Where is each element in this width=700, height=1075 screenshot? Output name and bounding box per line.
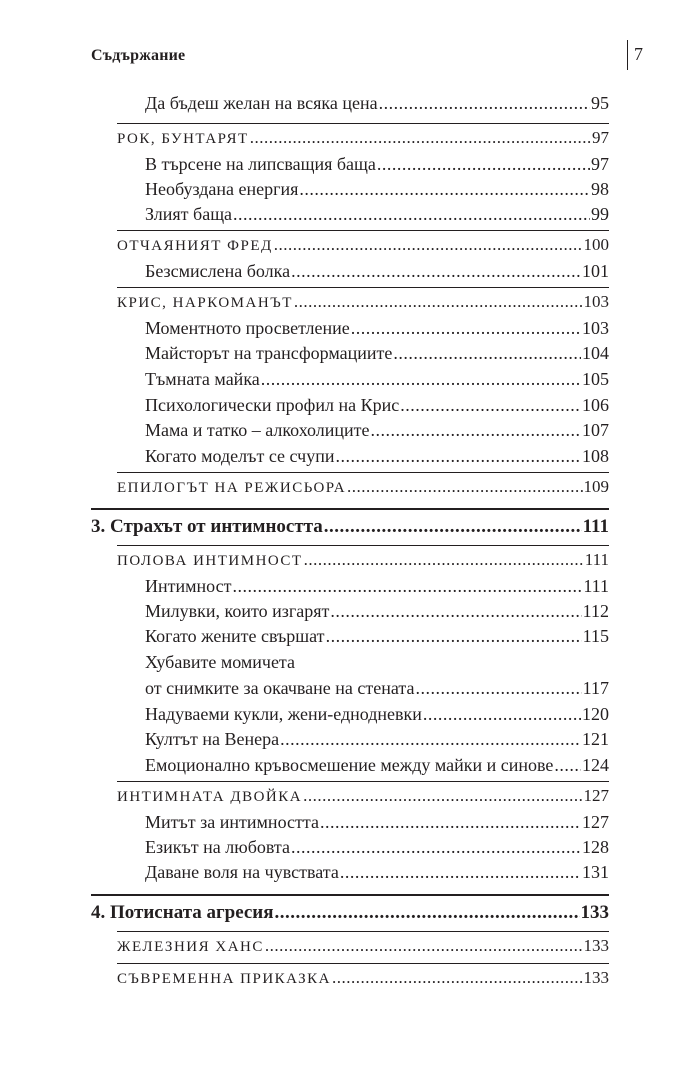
toc-entry-page: 97 — [592, 128, 609, 147]
dot-leader — [340, 862, 581, 883]
section-divider — [117, 123, 609, 124]
toc-entry — [145, 837, 609, 858]
toc-chapter — [91, 516, 609, 538]
toc-section — [117, 550, 609, 570]
dot-leader — [423, 704, 581, 725]
toc-chapter-title: 3. Страхът от интимността — [91, 516, 323, 537]
dot-leader — [371, 420, 581, 441]
toc-entry-title: Когато моделът се счупи — [145, 446, 335, 466]
toc-entry-page: 97 — [591, 154, 609, 174]
toc-entry — [145, 704, 609, 725]
toc-section — [117, 968, 609, 988]
dot-leader — [294, 292, 583, 312]
dot-leader — [261, 369, 581, 390]
dot-leader — [330, 601, 581, 622]
dot-leader — [280, 729, 581, 750]
dot-leader — [335, 446, 581, 467]
dot-leader — [274, 235, 583, 255]
toc-entry — [145, 204, 609, 225]
toc-entry-page: 99 — [591, 204, 609, 224]
toc-entry — [145, 812, 609, 833]
section-divider — [117, 230, 609, 231]
dot-leader — [400, 395, 581, 416]
toc-section-title: КРИС, НАРКОМАНЪТ — [117, 295, 293, 311]
section-divider — [117, 963, 609, 964]
toc-entry-page: 98 — [591, 179, 609, 199]
toc-entry-page: 104 — [582, 343, 609, 363]
section-divider — [117, 472, 609, 473]
dot-leader — [291, 261, 581, 282]
toc-entry — [145, 729, 609, 750]
dot-leader — [265, 936, 583, 956]
toc-entry-title: Надуваеми кукли, жени-еднодневки — [145, 704, 422, 724]
dot-leader — [304, 550, 584, 570]
toc-entry-page: 111 — [582, 516, 609, 537]
toc-entry — [145, 369, 609, 390]
toc-entry — [145, 343, 609, 364]
page-number: 7 — [634, 44, 643, 64]
toc-entry-title: Култът на Венера — [145, 729, 280, 749]
toc-entry-page: 101 — [582, 261, 609, 281]
dot-leader — [299, 179, 590, 200]
toc-entry-page: 111 — [583, 576, 609, 596]
toc-section — [117, 786, 609, 806]
toc-section-title: ПОЛОВА ИНТИМНОСТ — [117, 553, 303, 569]
toc-entry-title: Емоционално кръвосмешение между майки и синове — [145, 755, 554, 775]
toc-entry-page: 103 — [582, 318, 609, 338]
toc-entry-title: Езикът на любовта — [145, 837, 290, 857]
toc-entry-page: 112 — [582, 601, 609, 621]
toc-entry-title-line1: Хубавите момичета — [145, 652, 296, 672]
toc-entry-page: 120 — [582, 704, 609, 724]
toc-entry — [145, 154, 609, 175]
toc-entry-page: 131 — [582, 862, 609, 882]
toc-entry-page: 121 — [582, 729, 609, 749]
toc-section — [117, 477, 609, 497]
dot-leader — [233, 204, 590, 225]
toc-entry — [145, 446, 609, 467]
toc-section-title: ИНТИМНАТА ДВОЙКА — [117, 789, 303, 805]
dot-leader — [379, 93, 590, 114]
dot-leader — [326, 626, 582, 647]
toc-entry-page: 127 — [583, 786, 609, 805]
toc-entry-page: 106 — [582, 395, 609, 415]
dot-leader — [303, 786, 582, 806]
toc-entry — [145, 601, 609, 622]
toc-entry-title: Милувки, които изгарят — [145, 601, 330, 621]
toc-entry-page: 115 — [582, 626, 609, 646]
toc-entry — [145, 755, 609, 776]
toc-entry-title: Необуздана енергия — [145, 179, 299, 199]
toc-section-title: ЕПИЛОГЪТ НА РЕЖИСЬОРА — [117, 480, 347, 496]
toc-entry-page: 127 — [582, 812, 609, 832]
dot-leader — [393, 343, 581, 364]
toc-entry-title: Да бъдеш желан на всяка цена — [145, 93, 378, 113]
toc-section — [117, 128, 609, 148]
section-divider — [117, 545, 609, 546]
dot-leader — [250, 128, 591, 148]
toc-entry — [145, 678, 609, 699]
toc-entry-page: 117 — [582, 678, 609, 698]
toc-entry-page: 133 — [583, 936, 609, 955]
dot-leader — [351, 318, 581, 339]
toc-entry — [145, 261, 609, 282]
toc-entry-page: 124 — [582, 755, 609, 775]
toc-entry-title: Интимност — [145, 576, 232, 596]
section-divider — [117, 287, 609, 288]
toc-entry — [145, 395, 609, 416]
toc-entry-page: 109 — [583, 477, 609, 496]
toc-entry-title: Мама и татко – алкохолиците — [145, 420, 370, 440]
toc-entry-title: Тъмната майка — [145, 369, 260, 389]
dot-leader — [554, 755, 581, 776]
toc-entry — [145, 420, 609, 441]
toc-entry-page: 128 — [582, 837, 609, 857]
toc-entry-title: В търсене на липсващия баща — [145, 154, 376, 174]
toc-entry-page: 95 — [591, 93, 609, 113]
toc-entry-page: 133 — [583, 968, 609, 987]
toc-chapter-title: 4. Потисната агресия — [91, 902, 274, 923]
dot-leader — [275, 902, 580, 924]
toc-entry — [145, 179, 609, 200]
toc-entry-page: 100 — [583, 235, 609, 254]
dot-leader — [291, 837, 581, 858]
section-divider — [117, 931, 609, 932]
dot-leader — [320, 812, 581, 833]
dot-leader — [232, 576, 582, 597]
dot-leader — [324, 516, 582, 538]
dot-leader — [332, 968, 583, 988]
toc-chapter — [91, 902, 609, 924]
toc-section — [117, 936, 609, 956]
section-divider — [117, 781, 609, 782]
toc-entry-page: 111 — [584, 550, 609, 569]
toc-entry-title: Даване воля на чувствата — [145, 862, 339, 882]
dot-leader — [415, 678, 581, 699]
toc-section-title: ЖЕЛЕЗНИЯ ХАНС — [117, 939, 264, 955]
toc-entry-title: Майсторът на трансформациите — [145, 343, 393, 363]
toc-entry-page: 108 — [582, 446, 609, 466]
toc-entry — [145, 576, 609, 597]
toc-entry — [145, 626, 609, 647]
toc-entry-title: Моментното просветление — [145, 318, 350, 338]
toc-entry — [145, 862, 609, 883]
dot-leader — [377, 154, 590, 175]
toc-section — [117, 235, 609, 255]
toc-entry-page: 105 — [582, 369, 609, 389]
dot-leader — [347, 477, 582, 497]
toc-section-title: СЪВРЕМЕННА ПРИКАЗКА — [117, 971, 331, 987]
toc-entry-title: Злият баща — [145, 204, 233, 224]
toc-section — [117, 292, 609, 312]
toc-entry — [145, 93, 609, 114]
toc-entry-title: Митът за интимността — [145, 812, 319, 832]
running-head-title: Съдържание — [91, 47, 186, 64]
toc-entry-title: от снимките за окачване на стената — [145, 678, 415, 698]
toc-entry-title: Психологически профил на Крис — [145, 395, 400, 415]
toc-entry-page: 107 — [582, 420, 609, 440]
toc-entry-page: 133 — [580, 902, 609, 923]
toc-entry — [145, 318, 609, 339]
toc-entry-title: Безсмислена болка — [145, 261, 291, 281]
chapter-divider — [91, 508, 609, 510]
toc-entry-title: Когато жените свършат — [145, 626, 325, 646]
toc-entry-page: 103 — [583, 292, 609, 311]
chapter-divider — [91, 894, 609, 896]
toc-section-title: РОК, БУНТАРЯТ — [117, 131, 249, 147]
toc-section-title: ОТЧАЯНИЯТ ФРЕД — [117, 238, 273, 254]
